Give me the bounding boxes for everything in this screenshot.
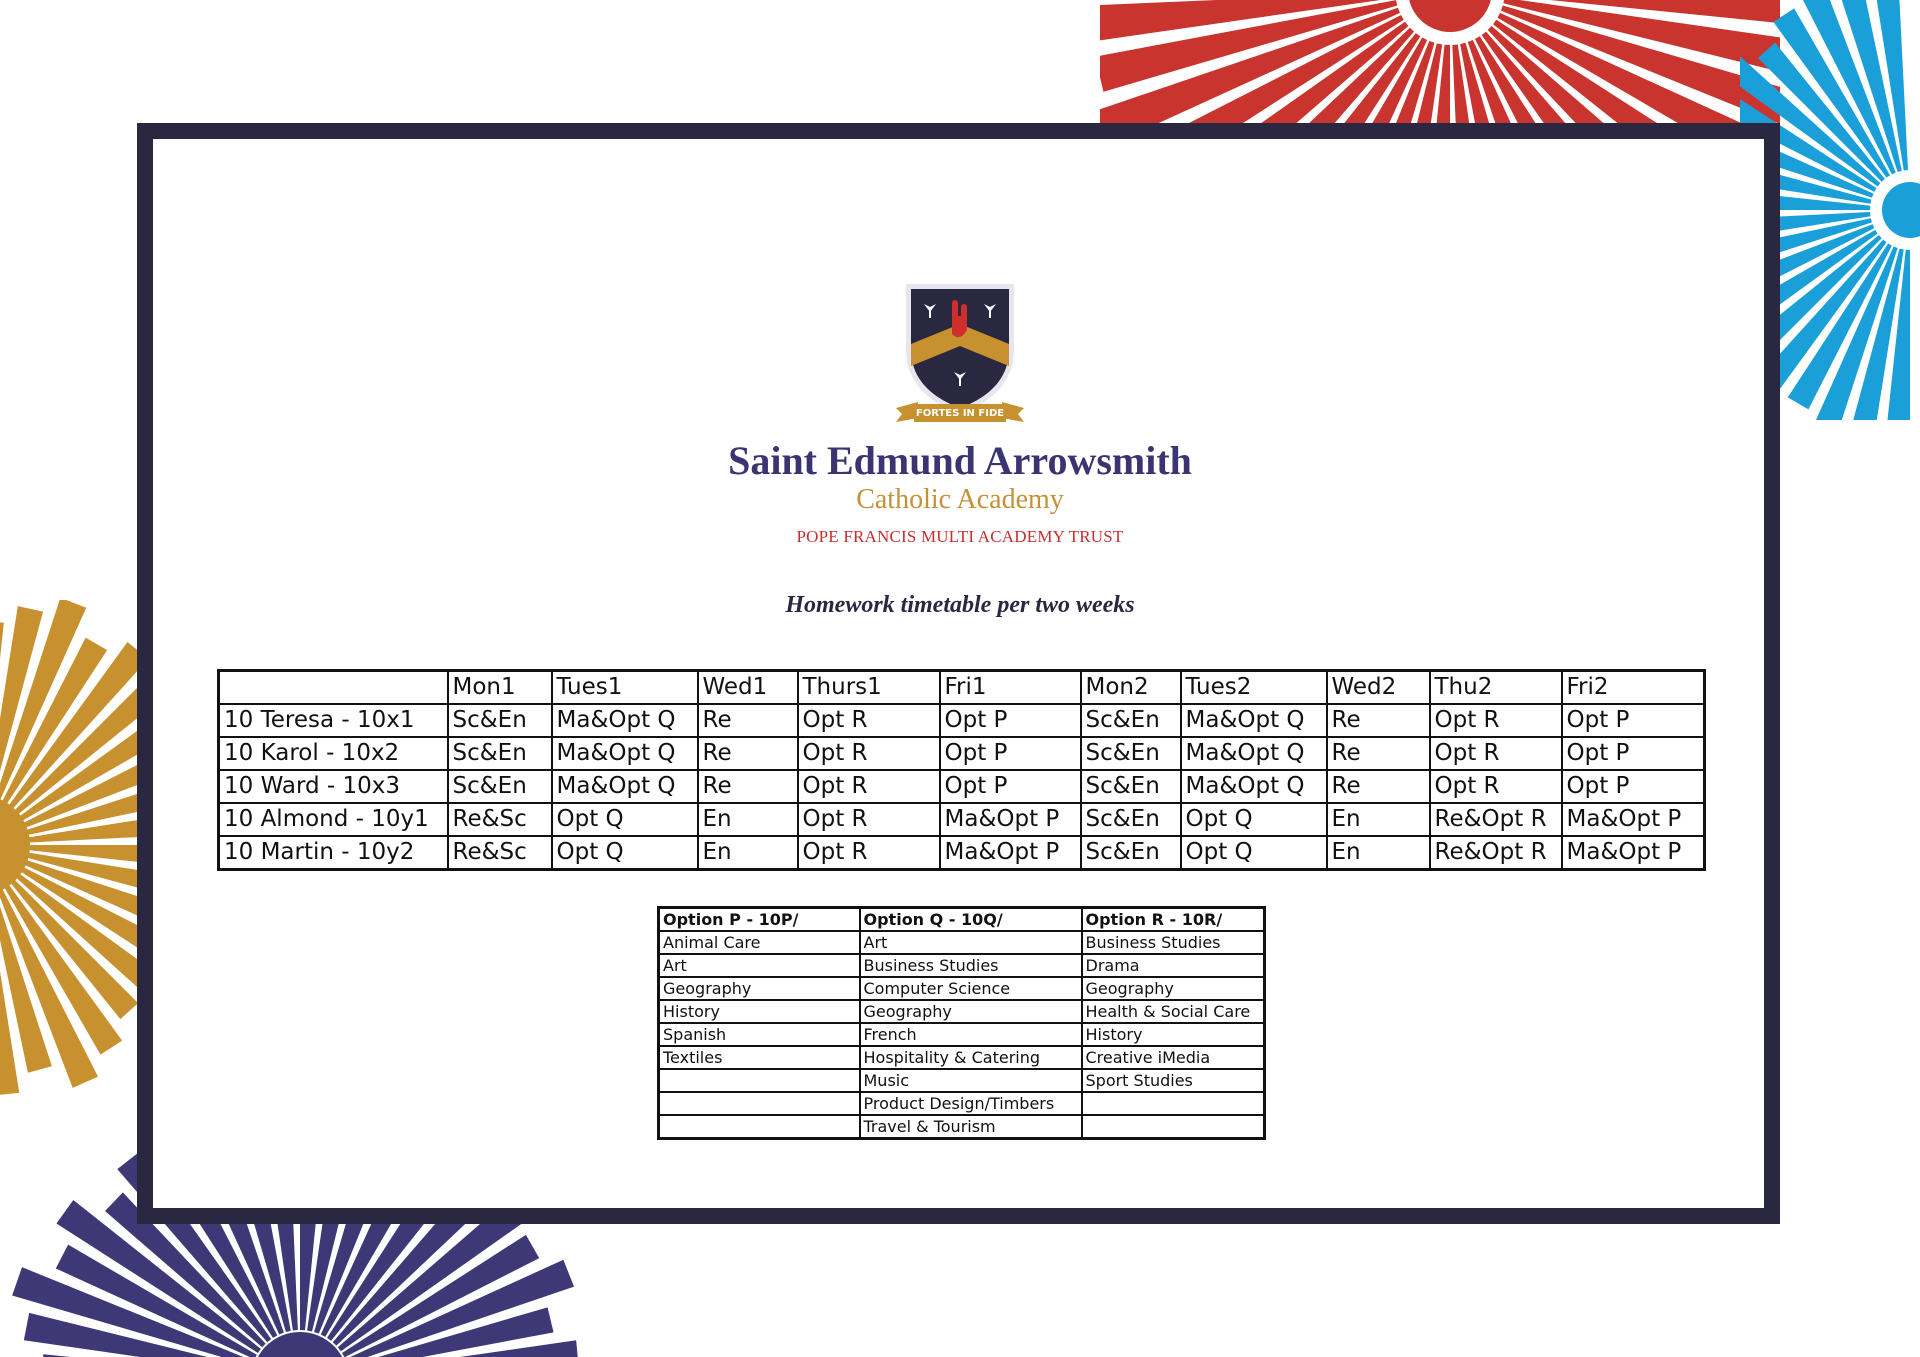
timetable-header-cell: Mon2 [1081,671,1181,705]
option-subject-cell: Drama [1082,954,1265,977]
subject-cell: Opt R [1430,704,1562,737]
subject-cell: Opt R [798,770,940,803]
form-group-cell: 10 Karol - 10x2 [219,737,448,770]
timetable-header-cell: Wed2 [1327,671,1430,705]
timetable-header-cell: Fri2 [1562,671,1705,705]
subject-cell: Opt P [940,770,1081,803]
option-subject-cell: Geography [860,1000,1082,1023]
subject-cell: Opt P [940,737,1081,770]
option-header-cell: Option Q - 10Q/ [860,908,1082,932]
option-subject-cell: Art [659,954,860,977]
subject-cell: Ma&Opt Q [1181,770,1327,803]
subject-cell: Opt R [1430,770,1562,803]
option-subject-cell: Music [860,1069,1082,1092]
option-subject-cell: Hospitality & Catering [860,1046,1082,1069]
subject-cell: Opt Q [1181,803,1327,836]
red-sunburst-icon [1100,0,1780,130]
subject-cell: Sc&En [448,770,552,803]
timetable-row [219,704,1705,737]
subject-cell: Opt P [1562,737,1705,770]
subject-cell: Re [1327,737,1430,770]
timetable-row [219,803,1705,836]
form-group-cell: 10 Ward - 10x3 [219,770,448,803]
subject-cell: En [698,836,798,870]
options-table [657,906,1266,1140]
option-subject-cell: Textiles [659,1046,860,1069]
timetable-header-cell: Thurs1 [798,671,940,705]
option-subject-cell: Travel & Tourism [860,1115,1082,1139]
timetable-row [219,836,1705,870]
subject-cell: En [1327,803,1430,836]
subject-cell: Re [1327,770,1430,803]
subject-cell: Opt P [1562,704,1705,737]
option-subject-cell: Business Studies [1082,931,1265,954]
options-row [659,1115,1265,1139]
subject-cell: Re [698,737,798,770]
timetable-header-cell: Thu2 [1430,671,1562,705]
option-subject-cell: History [659,1000,860,1023]
subject-cell: Opt Q [1181,836,1327,870]
school-subtitle: Catholic Academy [856,484,1064,515]
timetable-header-row [219,671,1705,705]
option-subject-cell: Spanish [659,1023,860,1046]
option-subject-cell [659,1115,860,1139]
timetable-header-cell: Tues2 [1181,671,1327,705]
option-subject-cell: French [860,1023,1082,1046]
subject-cell: Re [698,770,798,803]
subject-cell: Opt P [1562,770,1705,803]
form-group-cell: 10 Teresa - 10x1 [219,704,448,737]
option-header-cell: Option P - 10P/ [659,908,860,932]
option-subject-cell: Art [860,931,1082,954]
option-subject-cell: Computer Science [860,977,1082,1000]
subject-cell: Re&Opt R [1430,836,1562,870]
options-row [659,1069,1265,1092]
subject-cell: Sc&En [1081,836,1181,870]
option-subject-cell: Creative iMedia [1082,1046,1265,1069]
subject-cell: Sc&En [448,704,552,737]
subject-cell: Opt R [798,803,940,836]
subject-cell: Re&Opt R [1430,803,1562,836]
option-subject-cell: Animal Care [659,931,860,954]
options-row [659,1023,1265,1046]
option-subject-cell: Business Studies [860,954,1082,977]
subject-cell: Sc&En [1081,737,1181,770]
option-subject-cell [659,1069,860,1092]
timetable-header-cell [219,671,448,705]
option-subject-cell: Health & Social Care [1082,1000,1265,1023]
subject-cell: Ma&Opt Q [1181,704,1327,737]
crest-motto: FORTES IN FIDE [915,408,1005,419]
subject-cell: Ma&Opt P [940,803,1081,836]
timetable-title: Homework timetable per two weeks [785,592,1135,618]
options-row [659,1092,1265,1115]
subject-cell: Sc&En [448,737,552,770]
form-group-cell: 10 Almond - 10y1 [219,803,448,836]
options-row [659,1000,1265,1023]
timetable-row [219,770,1705,803]
subject-cell: Ma&Opt Q [552,704,698,737]
subject-cell: Opt R [798,836,940,870]
subject-cell: En [698,803,798,836]
timetable-header-cell: Tues1 [552,671,698,705]
subject-cell: Ma&Opt Q [1181,737,1327,770]
subject-cell: Opt R [798,704,940,737]
trust-name: POPE FRANCIS MULTI ACADEMY TRUST [796,527,1124,546]
timetable-header-cell: Mon1 [448,671,552,705]
option-subject-cell [659,1092,860,1115]
subject-cell: Re [1327,704,1430,737]
option-header-cell: Option R - 10R/ [1082,908,1265,932]
subject-cell: Sc&En [1081,803,1181,836]
option-subject-cell: Geography [1082,977,1265,1000]
gold-sunburst-icon [0,600,160,1100]
subject-cell: Opt R [798,737,940,770]
subject-cell: Opt Q [552,803,698,836]
options-header-row [659,908,1265,932]
options-row [659,931,1265,954]
subject-cell: Opt R [1430,737,1562,770]
subject-cell: Ma&Opt P [1562,803,1705,836]
options-row [659,954,1265,977]
options-row [659,977,1265,1000]
subject-cell: Ma&Opt P [1562,836,1705,870]
homework-timetable [217,669,1706,871]
school-name: Saint Edmund Arrowsmith [728,438,1192,483]
subject-cell: Sc&En [1081,770,1181,803]
subject-cell: Opt P [940,704,1081,737]
subject-cell: Re&Sc [448,803,552,836]
options-row [659,1046,1265,1069]
subject-cell: Ma&Opt Q [552,737,698,770]
option-subject-cell: Product Design/Timbers [860,1092,1082,1115]
timetable-row [219,737,1705,770]
subject-cell: Re [698,704,798,737]
timetable-header-cell: Fri1 [940,671,1081,705]
subject-cell: Sc&En [1081,704,1181,737]
option-subject-cell: Sport Studies [1082,1069,1265,1092]
subject-cell: Re&Sc [448,836,552,870]
timetable-header-cell: Wed1 [698,671,798,705]
form-group-cell: 10 Martin - 10y2 [219,836,448,870]
subject-cell: Ma&Opt Q [552,770,698,803]
option-subject-cell: Geography [659,977,860,1000]
subject-cell: Ma&Opt P [940,836,1081,870]
subject-cell: Opt Q [552,836,698,870]
option-subject-cell [1082,1092,1265,1115]
option-subject-cell: History [1082,1023,1265,1046]
option-subject-cell [1082,1115,1265,1139]
subject-cell: En [1327,836,1430,870]
